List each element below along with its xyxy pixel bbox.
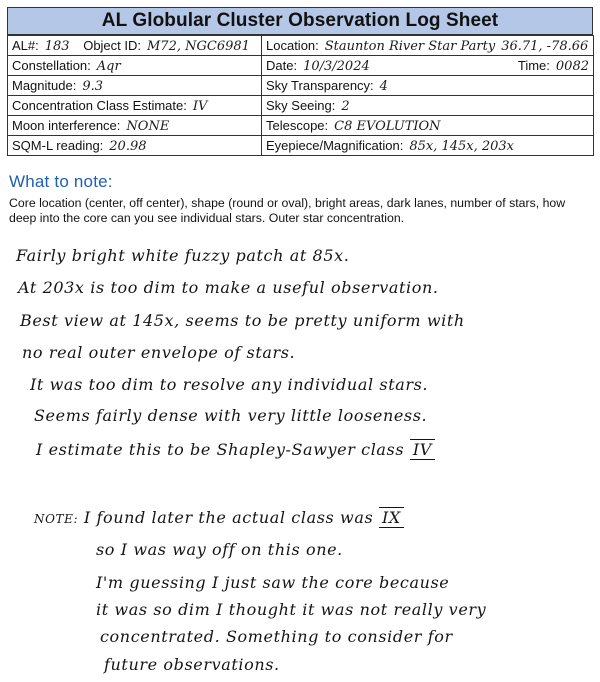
al-value: 183 — [44, 38, 70, 54]
al-label: AL#: — [12, 37, 39, 53]
magnitude-value: 9.3 — [82, 78, 104, 94]
location-coords: 36.71, -78.66 — [501, 38, 589, 54]
seeing-cell — [262, 96, 594, 116]
class-sentence: I estimate this to be Shapley-Sawyer class — [36, 440, 405, 459]
note-line: It was too dim to resolve any individual stars. — [30, 375, 429, 394]
moon-value: NONE — [126, 118, 170, 134]
log-sheet — [7, 7, 593, 156]
eyepiece-value: 85x, 145x, 203x — [409, 138, 515, 154]
date-time-cell — [262, 56, 594, 76]
note-label: NOTE: — [34, 512, 79, 526]
magnitude-cell — [8, 76, 262, 96]
note-line: future observations. — [104, 655, 280, 674]
time-label: Time: — [517, 57, 550, 73]
transparency-value: 4 — [379, 78, 388, 94]
note-first-line: I found later the actual class was — [83, 508, 374, 527]
telescope-label: Telescope: — [266, 117, 329, 133]
date-label: Date: — [266, 57, 298, 73]
table-row — [8, 76, 594, 96]
time-value: 0082 — [555, 58, 589, 74]
moon-cell — [8, 116, 262, 136]
concentration-label: Concentration Class Estimate: — [12, 97, 187, 113]
note-line: concentrated. Something to consider for — [100, 627, 453, 646]
table-row — [8, 36, 594, 56]
note-line: no real outer envelope of stars. — [22, 343, 296, 362]
location-label: Location: — [266, 37, 319, 53]
location-value: Staunton River Star Party — [324, 38, 496, 54]
constellation-value: Aqr — [96, 58, 121, 74]
note-line: it was so dim I thought it was not really very — [96, 600, 487, 619]
note-line — [36, 440, 435, 459]
seeing-label: Sky Seeing: — [266, 97, 336, 113]
eyepiece-label: Eyepiece/Magnification: — [266, 137, 404, 153]
estimated-class: IV — [410, 439, 435, 460]
note-line: Fairly bright white fuzzy patch at 85x. — [16, 246, 350, 265]
al-object-cell — [8, 36, 262, 56]
what-to-note-text: Core location (center, off center), shape (round or oval), bright areas, dark lanes, number of stars, how deep into the core can you see individual stars. Outer star concentration. — [9, 196, 566, 225]
note-line: I'm guessing I just saw the core because — [96, 573, 450, 592]
log-fields-table — [7, 35, 594, 156]
table-row — [8, 56, 594, 76]
note-line: Seems fairly dense with very little looseness. — [34, 406, 428, 425]
object-value: M72, NGC6981 — [147, 38, 250, 54]
telescope-value: C8 EVOLUTION — [334, 118, 441, 134]
table-row — [8, 136, 594, 156]
date-value: 10/3/2024 — [303, 58, 370, 74]
moon-label: Moon interference: — [12, 117, 121, 133]
actual-class: IX — [379, 507, 404, 528]
what-to-note-heading: What to note: — [9, 172, 113, 191]
sqm-label: SQM-L reading: — [12, 137, 104, 153]
eyepiece-cell — [262, 136, 594, 156]
concentration-value: IV — [192, 98, 208, 114]
table-row — [8, 96, 594, 116]
seeing-value: 2 — [341, 98, 350, 114]
sqm-value: 20.98 — [109, 138, 147, 154]
magnitude-label: Magnitude: — [12, 77, 77, 93]
concentration-cell — [8, 96, 262, 116]
constellation-label: Constellation: — [12, 57, 91, 73]
transparency-label: Sky Transparency: — [266, 77, 374, 93]
transparency-cell — [262, 76, 594, 96]
constellation-cell — [8, 56, 262, 76]
object-label: Object ID: — [83, 37, 141, 53]
note-line: Best view at 145x, seems to be pretty uniform with — [20, 311, 465, 330]
telescope-cell — [262, 116, 594, 136]
table-row — [8, 116, 594, 136]
note-line: At 203x is too dim to make a useful observation. — [18, 278, 439, 297]
note-line — [34, 508, 404, 527]
location-cell — [262, 36, 594, 56]
sqm-cell — [8, 136, 262, 156]
sheet-title: AL Globular Cluster Observation Log Sheet — [7, 7, 593, 35]
note-line: so I was way off on this one. — [96, 540, 343, 559]
